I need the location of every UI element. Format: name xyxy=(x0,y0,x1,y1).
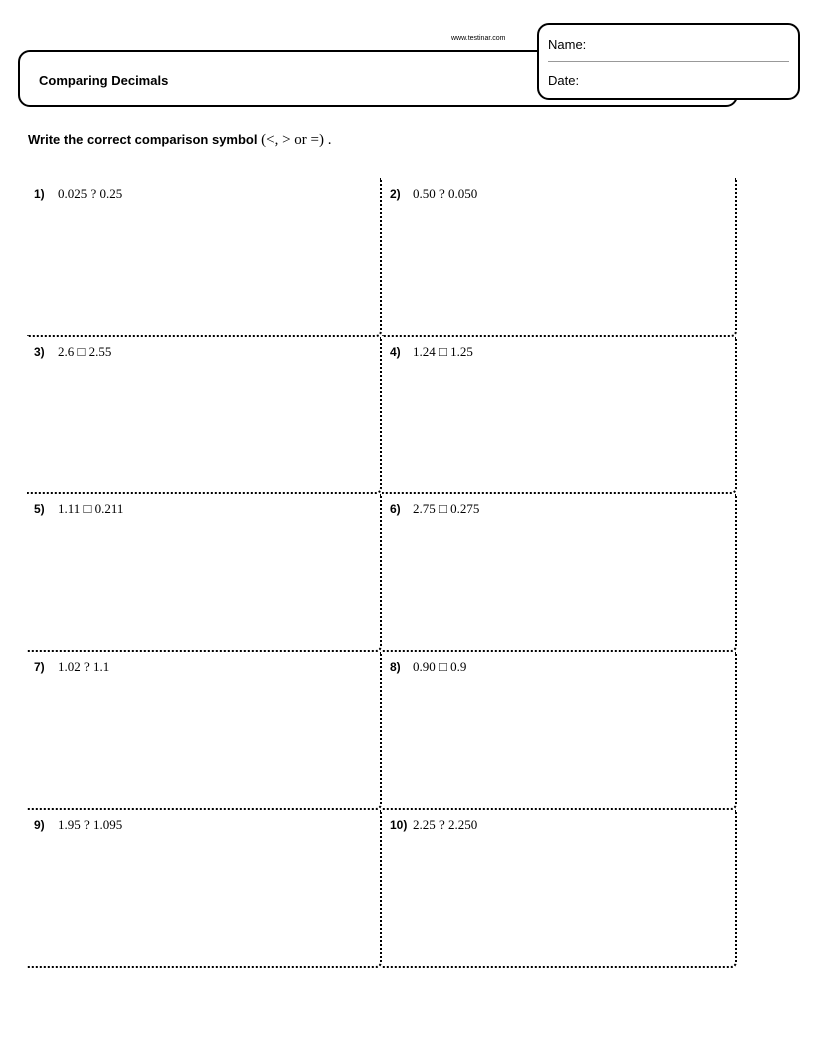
answer-cell-3[interactable] xyxy=(27,337,382,494)
question-text: 0.90 □ 0.9 xyxy=(413,659,467,674)
question-text: 1.24 □ 1.25 xyxy=(413,344,473,359)
question-number: 1) xyxy=(34,187,45,201)
answer-cell-7[interactable] xyxy=(27,652,382,810)
instructions xyxy=(28,132,332,149)
site-url: www.testinar.com xyxy=(451,35,506,42)
question-number: 2) xyxy=(390,187,401,201)
question-number: 10) xyxy=(390,818,408,832)
question-text: 2.6 □ 2.55 xyxy=(58,344,112,359)
answer-cell-9[interactable] xyxy=(27,810,382,968)
instructions-symbols: (<, > or =) . xyxy=(261,132,332,148)
question-number: 7) xyxy=(34,660,45,674)
instructions-text: Write the correct comparison symbol xyxy=(28,132,258,147)
question-text: 1.95 ? 1.095 xyxy=(58,817,123,832)
question-text: 2.75 □ 0.275 xyxy=(413,501,480,516)
question-text: 1.11 □ 0.211 xyxy=(58,501,124,516)
question-text: 2.25 ? 2.250 xyxy=(413,817,478,832)
name-line[interactable] xyxy=(548,61,789,62)
answer-cell-5[interactable] xyxy=(27,494,382,652)
question-number: 3) xyxy=(34,345,45,359)
question-text: 0.025 ? 0.25 xyxy=(58,186,123,201)
question-number: 6) xyxy=(390,502,401,516)
question-text: 0.50 ? 0.050 xyxy=(413,186,478,201)
question-text: 1.02 ? 1.1 xyxy=(58,659,110,674)
date-label: Date: xyxy=(548,73,580,88)
name-label: Name: xyxy=(548,37,587,52)
question-number: 8) xyxy=(390,660,401,674)
answer-cell-8[interactable] xyxy=(382,652,737,810)
worksheet-title: Comparing Decimals xyxy=(39,73,169,88)
answer-cell-4[interactable] xyxy=(382,337,737,494)
question-number: 9) xyxy=(34,818,45,832)
answer-cell-6[interactable] xyxy=(382,494,737,652)
answer-cell-10[interactable] xyxy=(382,810,737,968)
question-number: 5) xyxy=(34,502,45,516)
question-number: 4) xyxy=(390,345,401,359)
